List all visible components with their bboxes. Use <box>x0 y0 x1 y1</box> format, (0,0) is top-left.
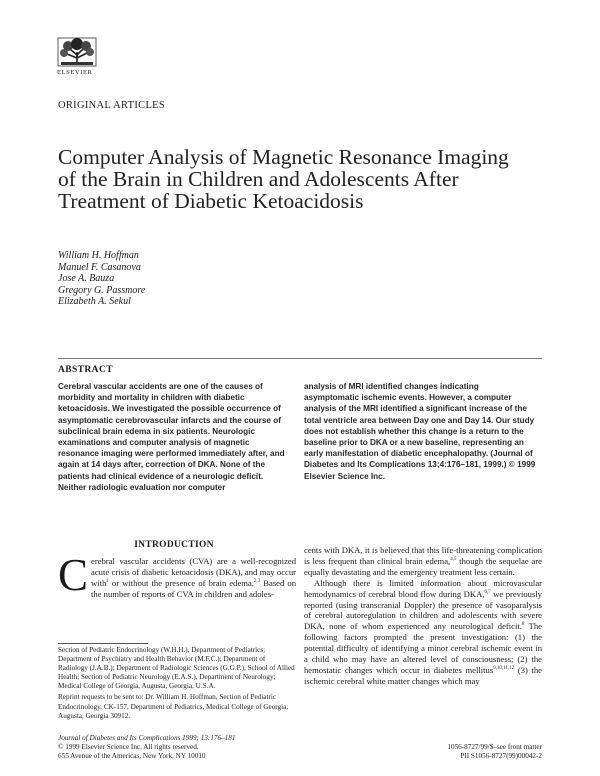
author: Manuel F. Casanova <box>58 261 141 273</box>
abstract-text: analysis of MRI identified changes indicating asymptomatic ischemic events. However, a computer analysis of the MRI identified a significant increase of the total ventricle area between Day one and Day 14. Our study does not establish whether this change is a return to the baseline prior to DKA or a new baseline, representing an early manifestation of diabetic encephalopathy. (Journal of Diabetes and Its Complications 13;4:176–181, 1999.) © 1999 Elsevier Science Inc. <box>304 382 536 481</box>
article-title: Computer Analysis of Magnetic Resonance Imaging of the Brain in Children and Adolescents After Treatment of Diabetic Ketoacidosis <box>58 145 509 213</box>
reference-marker: 9,10,11,12 <box>493 666 515 672</box>
introduction-heading: INTRODUCTION <box>134 540 214 550</box>
body-paragraph: Although there is limited information about microvascular hemodynamics of cerebral blood flow during DKA,$^{6,7}$ we previously reported (using transcranial Doppler) the presence of vasoparalysis of cerebral autoregulation in children and adolescents with severe DKA, none of whom experienced any neurological deficit.$^8$ The following factors prompted the present investigation: (1) the potential difficulty of identifying a minor cerebral ischemic event in a child who may have an altered level of consciousness; (2) the hemostatic changes which occur in diabetes mellitus$^{9,10,11,12}$ (3) the ischemic cerebral white matter changes which may <box>304 577 542 686</box>
body-paragraph: cents with DKA, it is believed that this life-threatening complication is less frequent than clinical brain edema,$^{4,5}$ though the sequelae are equally devastating and the emergency treatment less certain. <box>304 545 542 577</box>
reference-marker: 6,7 <box>484 589 491 595</box>
affiliation-footnote: Section of Pediatric Endocrinology (W.H.H.), Department of Pediatrics; Department of Psychiatry and Health Behavior (M.F.C.); Department of Radiology (J.A.B.); Department of Radiologic Sciences (G.G.P.), School of Allied Health; Section of Pediatric Neurology (E.A.S.), Department of Neurology; Medical College of Georgia, Augusta, Georgia, U.S.A. <box>58 646 295 691</box>
author: William H. Hoffman <box>58 250 139 261</box>
section-label: ORIGINAL ARTICLES <box>58 100 166 111</box>
author: Elizabeth A. Sekul <box>58 296 131 308</box>
issn: 1056-8727/99/$–see front matter <box>447 743 542 751</box>
journal-citation: Journal of Diabetes and Its Complications 1999; 13:176–181 <box>58 734 236 742</box>
author: Gregory G. Passmore <box>58 284 146 296</box>
reference-marker: 1 <box>106 578 109 584</box>
footnote-divider <box>58 643 148 644</box>
drop-cap: C <box>58 550 89 600</box>
reference-marker: 8 <box>521 622 525 628</box>
abstract-divider <box>58 358 542 359</box>
footer-identifiers <box>360 743 542 761</box>
abstract-column-left <box>58 381 290 493</box>
journal-footer <box>58 734 235 760</box>
body-column-right <box>304 545 542 687</box>
reference-marker: 4,5 <box>450 557 457 563</box>
body-column-left <box>58 550 296 600</box>
publisher-name: ELSEVIER <box>57 69 93 76</box>
tree-icon <box>57 37 97 67</box>
elsevier-logo <box>57 37 97 77</box>
body-paragraph: Cerebral vascular accidents (CVA) are a well-recognized acute crisis of diabetic ketoacidosis (DKA), and may occur with$^1$ or without the presence of brain edema.$^{2,3}$ Based on the number of reports of CVA in children and adoles- <box>58 550 296 600</box>
author-list <box>58 250 145 308</box>
abstract-heading: ABSTRACT <box>58 365 113 375</box>
reprint-footnote: Reprint requests to be sent to: Dr. William H. Hoffman, Section of Pediatric Endocrinology, CK-157, Department of Pediatrics, Medical College of Georgia, Augusta, Georgia 30912. <box>58 693 289 720</box>
abstract-text: Cerebral vascular accidents are one of the causes of morbidity and mortality in children with diabetic ketoacidosis. We investigated the possible occurrence of asymptomatic cerebrovascular infarcts and the course of subclinical brain edema in six patients. Neurologic examinations and computer analysis of magnetic resonance imaging were performed immediately after, and again at 14 days after, correction of DKA. None of the patients had clinical evidence of a neurologic deficit. Neither radiologic evaluation nor computer <box>58 382 285 492</box>
copyright-notice: © 1999 Elsevier Science Inc. All rights reserved. <box>58 742 199 751</box>
footnotes <box>58 646 296 723</box>
publisher-address: 655 Avenue of the Americas, New York, NY 10010 <box>58 751 206 760</box>
abstract-column-right <box>304 381 536 482</box>
pii: PII S1056-8727(99)00042-2 <box>460 751 542 760</box>
reference-marker: 2,3 <box>253 578 261 584</box>
author: Jose A. Bauza <box>58 273 115 285</box>
